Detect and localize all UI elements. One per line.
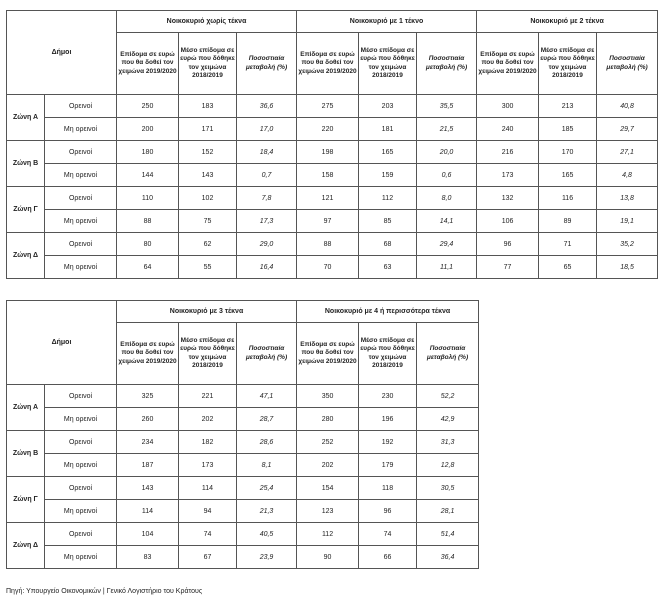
value-cell: 173 [179, 454, 237, 477]
col-header-meso: Μέσο επίδομα σε ευρώ που δόθηκε τον χειμώνα 2018/2019 [359, 33, 417, 95]
col-header-pososto: Ποσοστιαία μεταβολή (%) [237, 33, 297, 95]
value-cell: 202 [297, 454, 359, 477]
category-label: Ορεινοί [45, 385, 117, 408]
zone-label: Ζώνη Α [7, 385, 45, 431]
pct-change-cell: 18,4 [237, 141, 297, 164]
value-cell: 275 [297, 95, 359, 118]
value-cell: 62 [179, 233, 237, 256]
category-label: Μη ορεινοί [45, 256, 117, 279]
table-row [7, 256, 658, 279]
value-cell: 185 [539, 118, 597, 141]
value-cell: 187 [117, 454, 179, 477]
pct-change-cell: 7,8 [237, 187, 297, 210]
value-cell: 70 [297, 256, 359, 279]
value-cell: 198 [297, 141, 359, 164]
value-cell: 143 [179, 164, 237, 187]
group-header: Νοικοκυριό χωρίς τέκνα [117, 11, 297, 33]
value-cell: 252 [297, 431, 359, 454]
value-cell: 123 [297, 500, 359, 523]
value-cell: 350 [297, 385, 359, 408]
table-row [7, 164, 658, 187]
pct-change-cell: 21,3 [237, 500, 297, 523]
value-cell: 202 [179, 408, 237, 431]
pct-change-cell: 8,0 [417, 187, 477, 210]
value-cell: 65 [539, 256, 597, 279]
value-cell: 216 [477, 141, 539, 164]
value-cell: 213 [539, 95, 597, 118]
table-row [7, 408, 479, 431]
value-cell: 132 [477, 187, 539, 210]
value-cell: 121 [297, 187, 359, 210]
value-cell: 203 [359, 95, 417, 118]
value-cell: 88 [297, 233, 359, 256]
pct-change-cell: 0,6 [417, 164, 477, 187]
pct-change-cell: 0,7 [237, 164, 297, 187]
table-row [7, 523, 479, 546]
value-cell: 250 [117, 95, 179, 118]
value-cell: 66 [359, 546, 417, 569]
pct-change-cell: 52,2 [417, 385, 479, 408]
value-cell: 159 [359, 164, 417, 187]
category-label: Ορεινοί [45, 187, 117, 210]
value-cell: 110 [117, 187, 179, 210]
value-cell: 67 [179, 546, 237, 569]
value-cell: 114 [179, 477, 237, 500]
value-cell: 300 [477, 95, 539, 118]
category-label: Ορεινοί [45, 141, 117, 164]
table-row [7, 500, 479, 523]
pct-change-cell: 17,0 [237, 118, 297, 141]
category-label: Μη ορεινοί [45, 408, 117, 431]
pct-change-cell: 11,1 [417, 256, 477, 279]
value-cell: 170 [539, 141, 597, 164]
value-cell: 158 [297, 164, 359, 187]
pct-change-cell: 12,8 [417, 454, 479, 477]
category-label: Μη ορεινοί [45, 118, 117, 141]
value-cell: 173 [477, 164, 539, 187]
col-header-epidoma: Επίδομα σε ευρώ που θα δοθεί τον χειμώνα 2019/2020 [297, 33, 359, 95]
value-cell: 63 [359, 256, 417, 279]
pct-change-cell: 28,7 [237, 408, 297, 431]
value-cell: 180 [117, 141, 179, 164]
value-cell: 83 [117, 546, 179, 569]
pct-change-cell: 40,8 [597, 95, 658, 118]
category-label: Μη ορεινοί [45, 500, 117, 523]
table-row [7, 431, 479, 454]
value-cell: 234 [117, 431, 179, 454]
table-row [7, 118, 658, 141]
value-cell: 104 [117, 523, 179, 546]
pct-change-cell: 28,6 [237, 431, 297, 454]
value-cell: 200 [117, 118, 179, 141]
table-row [7, 454, 479, 477]
value-cell: 85 [359, 210, 417, 233]
value-cell: 89 [539, 210, 597, 233]
heating-allowance-table-2 [6, 300, 479, 569]
zone-label: Ζώνη Γ [7, 477, 45, 523]
table-row [7, 385, 479, 408]
table-row [7, 141, 658, 164]
col-header-pososto: Ποσοστιαία μεταβολή (%) [237, 323, 297, 385]
pct-change-cell: 8,1 [237, 454, 297, 477]
zone-label: Ζώνη Α [7, 95, 45, 141]
col-header-meso: Μέσο επίδομα σε ευρώ που δόθηκε τον χειμώνα 2018/2019 [539, 33, 597, 95]
pct-change-cell: 35,5 [417, 95, 477, 118]
pct-change-cell: 21,5 [417, 118, 477, 141]
zone-label: Ζώνη Β [7, 431, 45, 477]
pct-change-cell: 28,1 [417, 500, 479, 523]
heating-allowance-table-1 [6, 10, 658, 279]
pct-change-cell: 27,1 [597, 141, 658, 164]
value-cell: 165 [359, 141, 417, 164]
value-cell: 182 [179, 431, 237, 454]
category-label: Μη ορεινοί [45, 210, 117, 233]
pct-change-cell: 29,0 [237, 233, 297, 256]
pct-change-cell: 31,3 [417, 431, 479, 454]
col-header-pososto: Ποσοστιαία μεταβολή (%) [417, 323, 479, 385]
value-cell: 96 [477, 233, 539, 256]
col-header-pososto: Ποσοστιαία μεταβολή (%) [417, 33, 477, 95]
pct-change-cell: 14,1 [417, 210, 477, 233]
group-header: Νοικοκυριό με 1 τέκνο [297, 11, 477, 33]
table-row [7, 233, 658, 256]
pct-change-cell: 13,8 [597, 187, 658, 210]
category-label: Μη ορεινοί [45, 454, 117, 477]
value-cell: 280 [297, 408, 359, 431]
table-row [7, 95, 658, 118]
pct-change-cell: 4,8 [597, 164, 658, 187]
group-header: Νοικοκυριό με 2 τέκνα [477, 11, 658, 33]
source-note: Πηγή: Υπουργείο Οικονομικών | Γενικό Λογιστήριο του Κράτους [6, 588, 203, 595]
value-cell: 75 [179, 210, 237, 233]
value-cell: 74 [179, 523, 237, 546]
col-header-epidoma: Επίδομα σε ευρώ που θα δοθεί τον χειμώνα 2019/2020 [297, 323, 359, 385]
col-header-meso: Μέσο επίδομα σε ευρώ που δόθηκε τον χειμώνα 2018/2019 [179, 323, 237, 385]
pct-change-cell: 47,1 [237, 385, 297, 408]
value-cell: 152 [179, 141, 237, 164]
pct-change-cell: 29,7 [597, 118, 658, 141]
value-cell: 183 [179, 95, 237, 118]
category-label: Ορεινοί [45, 95, 117, 118]
pct-change-cell: 36,6 [237, 95, 297, 118]
value-cell: 325 [117, 385, 179, 408]
group-header: Νοικοκυριό με 3 τέκνα [117, 301, 297, 323]
pct-change-cell: 30,5 [417, 477, 479, 500]
zone-label: Ζώνη Β [7, 141, 45, 187]
value-cell: 116 [539, 187, 597, 210]
value-cell: 106 [477, 210, 539, 233]
category-label: Μη ορεινοί [45, 164, 117, 187]
value-cell: 240 [477, 118, 539, 141]
pct-change-cell: 17,3 [237, 210, 297, 233]
col-header-epidoma: Επίδομα σε ευρώ που θα δοθεί τον χειμώνα 2019/2020 [477, 33, 539, 95]
category-label: Ορεινοί [45, 431, 117, 454]
category-label: Ορεινοί [45, 233, 117, 256]
value-cell: 230 [359, 385, 417, 408]
zone-label: Ζώνη Γ [7, 187, 45, 233]
value-cell: 88 [117, 210, 179, 233]
pct-change-cell: 20,0 [417, 141, 477, 164]
col-header-epidoma: Επίδομα σε ευρώ που θα δοθεί τον χειμώνα 2019/2020 [117, 33, 179, 95]
value-cell: 112 [359, 187, 417, 210]
col-header-pososto: Ποσοστιαία μεταβολή (%) [597, 33, 658, 95]
value-cell: 55 [179, 256, 237, 279]
value-cell: 181 [359, 118, 417, 141]
value-cell: 64 [117, 256, 179, 279]
value-cell: 165 [539, 164, 597, 187]
dimoi-header: Δήμοι [7, 11, 117, 95]
value-cell: 144 [117, 164, 179, 187]
value-cell: 192 [359, 431, 417, 454]
value-cell: 97 [297, 210, 359, 233]
dimoi-header: Δήμοι [7, 301, 117, 385]
col-header-meso: Μέσο επίδομα σε ευρώ που δόθηκε τον χειμώνα 2018/2019 [359, 323, 417, 385]
value-cell: 196 [359, 408, 417, 431]
pct-change-cell: 51,4 [417, 523, 479, 546]
value-cell: 96 [359, 500, 417, 523]
pct-change-cell: 29,4 [417, 233, 477, 256]
table-row [7, 546, 479, 569]
pct-change-cell: 25,4 [237, 477, 297, 500]
value-cell: 80 [117, 233, 179, 256]
value-cell: 220 [297, 118, 359, 141]
pct-change-cell: 35,2 [597, 233, 658, 256]
value-cell: 94 [179, 500, 237, 523]
value-cell: 118 [359, 477, 417, 500]
value-cell: 68 [359, 233, 417, 256]
value-cell: 71 [539, 233, 597, 256]
pct-change-cell: 36,4 [417, 546, 479, 569]
group-header: Νοικοκυριό με 4 ή περισσότερα τέκνα [297, 301, 479, 323]
zone-label: Ζώνη Δ [7, 233, 45, 279]
value-cell: 143 [117, 477, 179, 500]
category-label: Ορεινοί [45, 477, 117, 500]
value-cell: 102 [179, 187, 237, 210]
value-cell: 114 [117, 500, 179, 523]
table-row [7, 210, 658, 233]
pct-change-cell: 16,4 [237, 256, 297, 279]
col-header-meso: Μέσο επίδομα σε ευρώ που δόθηκε τον χειμώνα 2018/2019 [179, 33, 237, 95]
value-cell: 90 [297, 546, 359, 569]
value-cell: 260 [117, 408, 179, 431]
pct-change-cell: 40,5 [237, 523, 297, 546]
value-cell: 221 [179, 385, 237, 408]
table-row [7, 187, 658, 210]
category-label: Ορεινοί [45, 523, 117, 546]
value-cell: 74 [359, 523, 417, 546]
category-label: Μη ορεινοί [45, 546, 117, 569]
pct-change-cell: 42,9 [417, 408, 479, 431]
pct-change-cell: 19,1 [597, 210, 658, 233]
value-cell: 179 [359, 454, 417, 477]
value-cell: 154 [297, 477, 359, 500]
col-header-epidoma: Επίδομα σε ευρώ που θα δοθεί τον χειμώνα 2019/2020 [117, 323, 179, 385]
value-cell: 77 [477, 256, 539, 279]
value-cell: 171 [179, 118, 237, 141]
pct-change-cell: 23,9 [237, 546, 297, 569]
zone-label: Ζώνη Δ [7, 523, 45, 569]
table-row [7, 477, 479, 500]
pct-change-cell: 18,5 [597, 256, 658, 279]
value-cell: 112 [297, 523, 359, 546]
